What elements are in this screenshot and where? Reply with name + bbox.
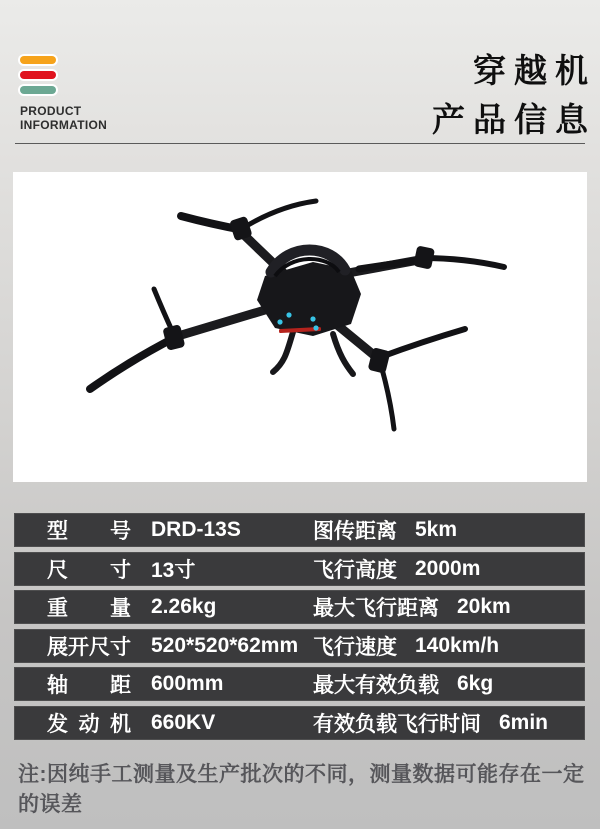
brand-logo — [20, 56, 107, 132]
spec-label: 轴距 — [47, 674, 131, 697]
spec-label: 飞行高度 — [313, 558, 397, 582]
spec-cell — [313, 554, 585, 584]
spec-label: 有效负载飞行时间 — [313, 712, 481, 736]
spec-cell — [14, 669, 313, 699]
spec-cell — [14, 554, 313, 584]
product-image-panel — [13, 172, 587, 482]
spec-row-unfolded-size — [14, 629, 585, 663]
measurement-disclaimer: 注:因纯手工测量及生产批次的不同，测量数据可能存在一定的误差 — [18, 763, 585, 816]
spec-value: 600mm — [151, 672, 224, 695]
spec-cell — [14, 631, 313, 661]
spec-row-weight — [14, 590, 585, 624]
brand-bar-orange — [20, 56, 56, 64]
page-title-line2: 产品信息 — [432, 101, 596, 138]
spec-cell — [313, 515, 585, 545]
spec-cell — [313, 708, 585, 738]
spec-label: 重量 — [47, 597, 131, 620]
spec-label: 最大有效负载 — [313, 674, 439, 697]
spec-value: 2000m — [415, 556, 481, 580]
spec-value: 20km — [457, 595, 511, 618]
spec-table — [14, 513, 585, 740]
spec-label: 尺寸 — [47, 558, 131, 582]
spec-label: 最大飞行距离 — [313, 597, 439, 620]
header-divider — [15, 143, 585, 144]
spec-value: 6min — [499, 710, 549, 734]
drone-image — [13, 172, 587, 482]
spec-value: 13寸 — [151, 558, 196, 582]
spec-value: 660KV — [151, 710, 216, 734]
spec-value: 520*520*62mm — [151, 633, 299, 657]
spec-label: 图传距离 — [313, 520, 397, 543]
page-title — [432, 46, 596, 144]
spec-value: 140km/h — [415, 633, 500, 657]
spec-label: 展开尺寸 — [47, 635, 131, 659]
spec-cell — [313, 669, 585, 699]
brand-bars-icon — [20, 56, 107, 94]
spec-label: 型号 — [47, 520, 131, 543]
spec-cell — [14, 515, 313, 545]
spec-cell — [313, 592, 585, 622]
spec-value: 5km — [415, 518, 458, 541]
spec-cell — [313, 631, 585, 661]
spec-row-motor — [14, 706, 585, 740]
spec-row-wheelbase — [14, 667, 585, 701]
spec-value: 2.26kg — [151, 595, 217, 618]
spec-label: 飞行速度 — [313, 635, 397, 659]
brand-bar-red — [20, 71, 56, 79]
spec-cell — [14, 708, 313, 738]
spec-row-size — [14, 552, 585, 586]
brand-bar-teal — [20, 86, 56, 94]
spec-value: DRD-13S — [151, 518, 241, 541]
spec-row-model — [14, 513, 585, 547]
brand-label-line1: PRODUCT — [20, 104, 82, 118]
page-title-line1: 穿越机 — [473, 52, 596, 89]
spec-label: 发动机 — [47, 712, 131, 736]
spec-value: 6kg — [457, 672, 494, 695]
spec-cell — [14, 592, 313, 622]
brand-label-line2: INFORMATION — [20, 117, 108, 132]
